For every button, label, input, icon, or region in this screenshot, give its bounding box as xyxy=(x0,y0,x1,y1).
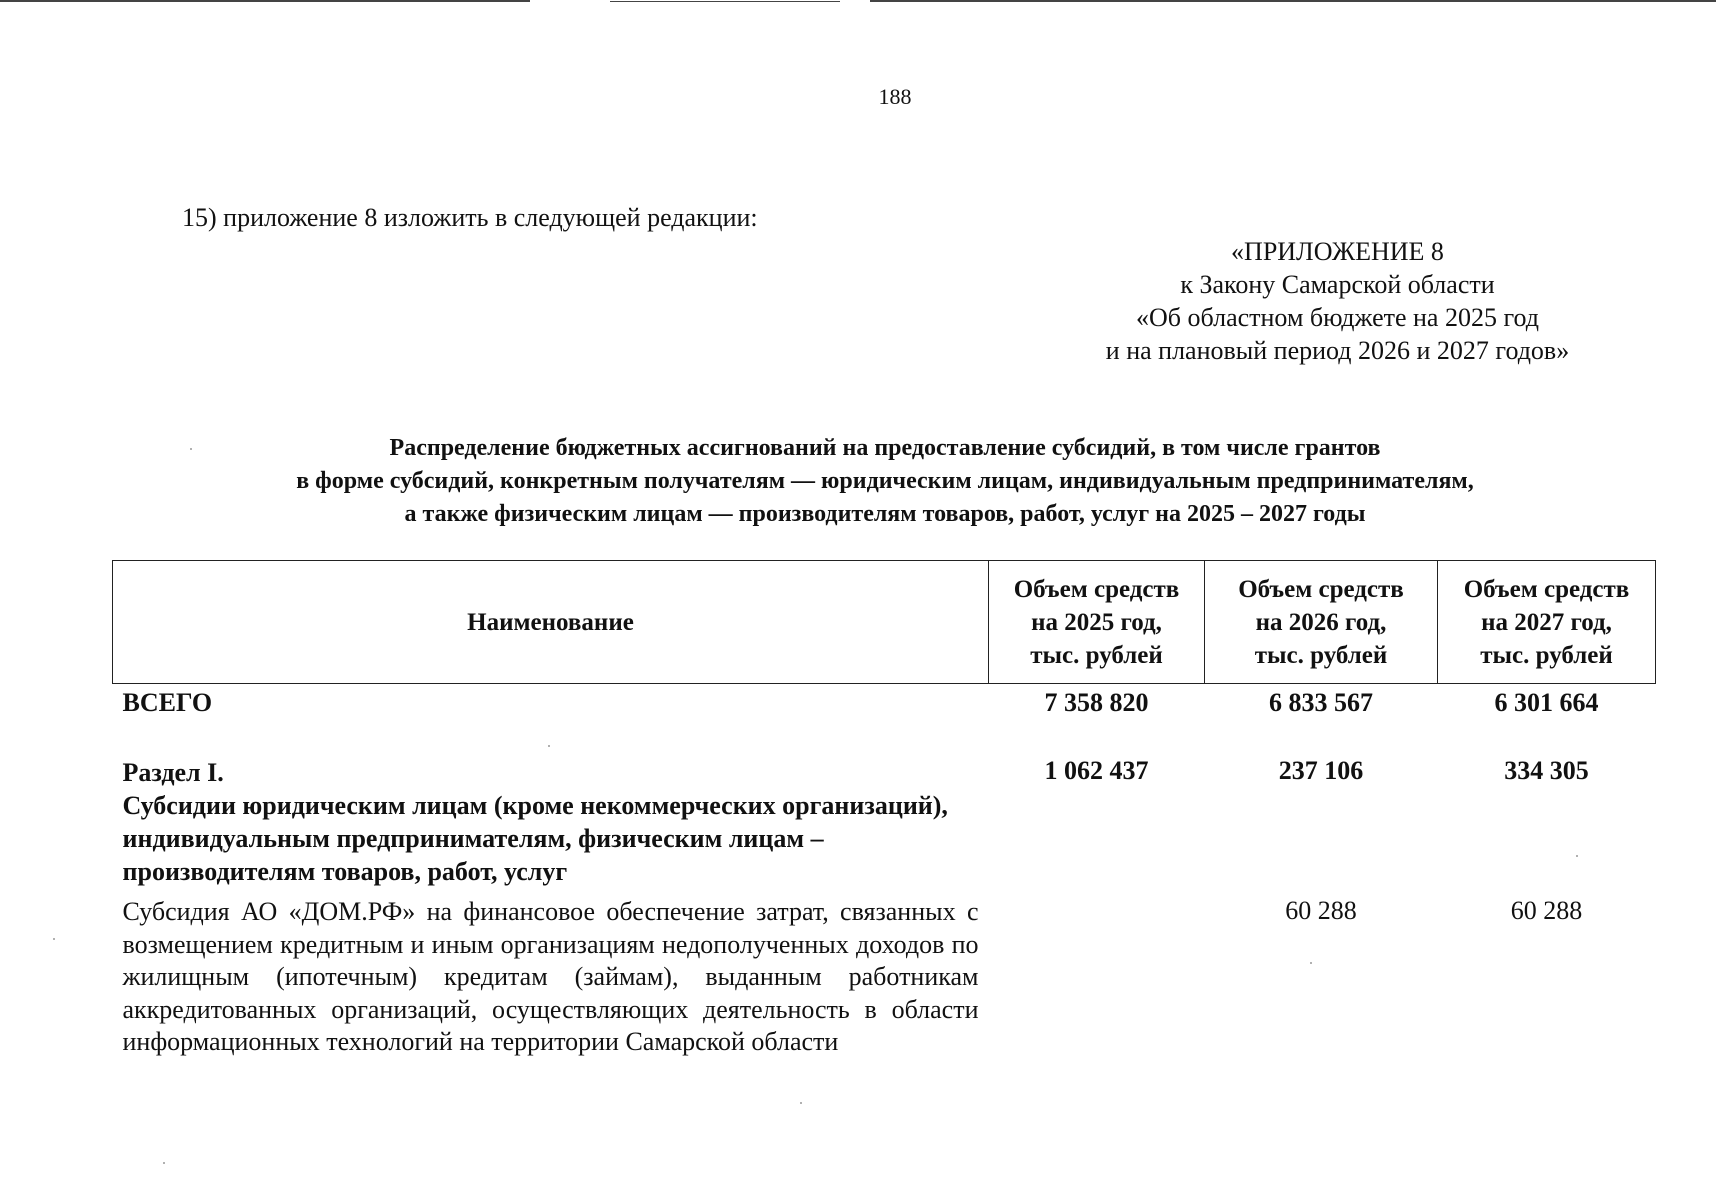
header-2025-line-1: Объем средств xyxy=(1013,575,1180,603)
appendix-line-3: «Об областном бюджете на 2025 год xyxy=(1136,303,1539,332)
section-2025: 1 062 437 xyxy=(1044,756,1149,785)
document-title xyxy=(100,432,1670,531)
header-2026 xyxy=(1205,561,1438,684)
page-number: 188 xyxy=(878,84,912,109)
header-2025 xyxy=(989,561,1205,684)
header-2027-line-3: тыс. рублей xyxy=(1480,641,1613,669)
scan-speck xyxy=(548,745,550,747)
appendix-header xyxy=(1100,235,1575,367)
header-2025-line-3: тыс. рублей xyxy=(1030,641,1163,669)
header-2026-line-1: Объем средств xyxy=(1238,575,1404,603)
item-2025 xyxy=(989,888,1205,1059)
title-line-3: а также физическим лицам — производителям товаров, работ, услуг на 2025 – 2027 годы xyxy=(404,501,1366,527)
scan-speck xyxy=(800,1102,802,1104)
scan-speck xyxy=(190,448,192,450)
item-description: Субсидия АО «ДОМ.РФ» на финансовое обеспечение затрат, связанных с возмещением кредитным и иным организациям недополученных доходов по жилищным (ипотечным) кредитам (займам), выданным работникам аккредитованных организаций, осуществляющих деятельность в области информационных технологий на территории Самарской области xyxy=(122,897,979,1056)
total-label: ВСЕГО xyxy=(122,688,213,717)
header-2027-line-1: Объем средств xyxy=(1463,575,1630,603)
header-2025-line-2: на 2025 год, xyxy=(1031,608,1162,636)
table-row-total xyxy=(113,684,1656,749)
amendment-intro: 15) приложение 8 изложить в следующей редакции: xyxy=(182,203,758,232)
budget-allocation-table xyxy=(112,560,1656,1059)
top-scan-line-middle xyxy=(610,1,840,2)
section-2027: 334 305 xyxy=(1504,756,1589,785)
table-header-row xyxy=(113,561,1656,684)
appendix-line-1: «ПРИЛОЖЕНИЕ 8 xyxy=(1231,237,1444,266)
scan-speck xyxy=(1310,962,1312,964)
section-cell xyxy=(113,748,989,888)
table-row-section-1 xyxy=(113,748,1656,888)
header-2027 xyxy=(1438,561,1656,684)
title-line-2: в форме субсидий, конкретным получателям — юридическим лицам, индивидуальным предпринимателям, xyxy=(296,468,1474,494)
top-scan-line-left xyxy=(0,0,530,2)
scan-speck xyxy=(163,1162,165,1164)
total-2026: 6 833 567 xyxy=(1269,688,1373,717)
appendix-line-2: к Закону Самарской области xyxy=(1180,270,1495,299)
section-label: Раздел I. xyxy=(122,758,224,787)
item-2026: 60 288 xyxy=(1285,896,1357,925)
header-2027-line-2: на 2027 год, xyxy=(1481,608,1612,636)
header-2026-line-3: тыс. рублей xyxy=(1254,641,1388,669)
table-row-item xyxy=(113,888,1656,1059)
total-2027: 6 301 664 xyxy=(1494,688,1599,717)
appendix-line-4: и на плановый период 2026 и 2027 годов» xyxy=(1105,336,1570,365)
section-title: Субсидии юридическим лицам (кроме некоммерческих организаций), индивидуальным предпринимателям, физическим лицам – производителям товаров, работ, услуг xyxy=(122,791,948,886)
total-2025: 7 358 820 xyxy=(1044,688,1149,717)
header-2026-line-2: на 2026 год, xyxy=(1255,608,1387,636)
scan-speck xyxy=(1576,855,1578,857)
scan-speck xyxy=(53,938,55,940)
header-name: Наименование xyxy=(113,561,989,684)
top-scan-line-right xyxy=(870,0,1716,2)
section-2026: 237 106 xyxy=(1278,756,1364,785)
item-2027: 60 288 xyxy=(1510,896,1583,925)
title-line-1: Распределение бюджетных ассигнований на предоставление субсидий, в том числе грантов xyxy=(389,435,1381,461)
